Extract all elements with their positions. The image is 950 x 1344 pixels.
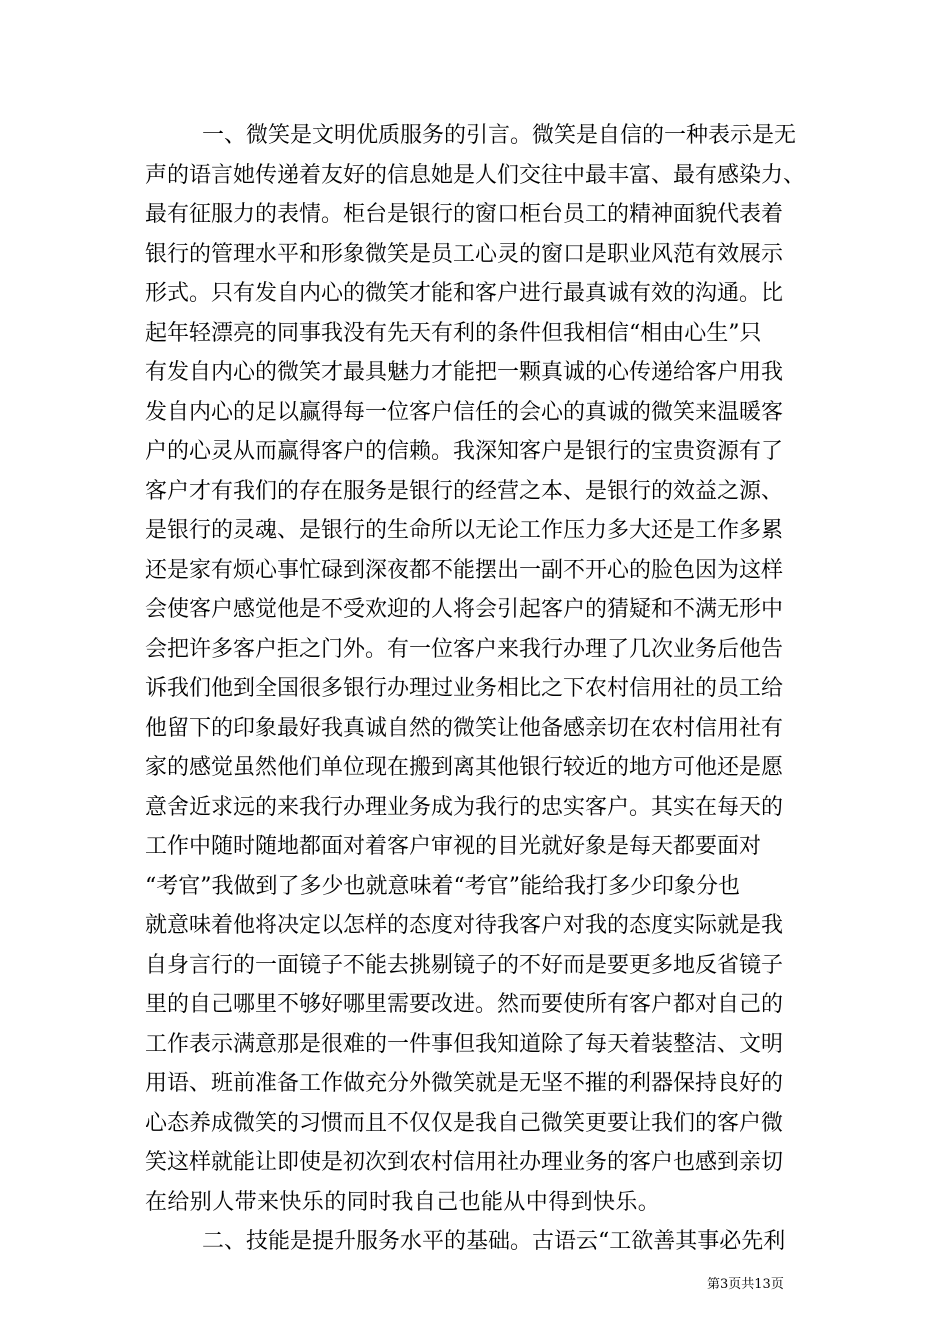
text-line: 发自内心的足以赢得每一位客户信任的会心的真诚的微笑来温暖客 bbox=[145, 399, 784, 425]
text-line: 意舍近求远的来我行办理业务成为我行的忠实客户。其实在每天的 bbox=[145, 794, 784, 820]
text-line: 户的心灵从而赢得客户的信赖。我深知客户是银行的宝贵资源有了 bbox=[145, 439, 784, 464]
text-line: 心态养成微笑的习惯而且不仅仅是我自己微笑更要让我们的客户微 bbox=[145, 1110, 784, 1136]
text-line: 最有征服力的表情。柜台是银行的窗口柜台员工的精神面貌代表着 bbox=[145, 202, 784, 227]
text-line: 会把许多客户拒之门外。有一位客户来我行办理了几次业务后他告 bbox=[145, 636, 784, 662]
text-line: “考官”我做到了多少也就意味着“考官”能给我打多少印象分也 bbox=[145, 873, 740, 899]
text-line: 客户才有我们的存在服务是银行的经营之本、是银行的效益之源、 bbox=[145, 478, 784, 504]
text-line: 工作表示满意那是很难的一件事但我知道除了每天着装整洁、文明 bbox=[145, 1031, 784, 1057]
text-line: 还是家有烦心事忙碌到深夜都不能摆出一副不开心的脸色因为这样 bbox=[145, 557, 784, 583]
text-line: 自身言行的一面镜子不能去挑剔镜子的不好而是要更多地反省镜子 bbox=[145, 952, 784, 978]
text-line: 用语、班前准备工作做充分外微笑就是无坚不摧的利器保持良好的 bbox=[145, 1071, 784, 1096]
body-text bbox=[145, 116, 815, 1262]
page-footer: 第3页共13页 bbox=[707, 1277, 784, 1292]
text-line: 他留下的印象最好我真诚自然的微笑让他备感亲切在农村信用社有 bbox=[145, 715, 784, 741]
text-line: 有发自内心的微笑才最具魅力才能把一颗真诚的心传递给客户用我 bbox=[145, 360, 784, 385]
paragraph-first-line: 一、微笑是文明优质服务的引言。微笑是自信的一种表示是无 bbox=[202, 123, 797, 148]
text-line: 会使客户感觉他是不受欢迎的人将会引起客户的猜疑和不满无形中 bbox=[145, 597, 784, 622]
text-line: 就意味着他将决定以怎样的态度对待我客户对我的态度实际就是我 bbox=[145, 913, 784, 938]
text-line: 诉我们他到全国很多银行办理过业务相比之下农村信用社的员工给 bbox=[145, 676, 784, 701]
text-line: 形式。只有发自内心的微笑才能和客户进行最真诚有效的沟通。比 bbox=[145, 281, 784, 306]
text-line: 家的感觉虽然他们单位现在搬到离其他银行较近的地方可他还是愿 bbox=[145, 755, 784, 780]
text-line: 银行的管理水平和形象微笑是员工心灵的窗口是职业风范有效展示 bbox=[145, 241, 784, 267]
text-line: 笑这样就能让即使是初次到农村信用社办理业务的客户也感到亲切 bbox=[145, 1150, 784, 1175]
text-line: 起年轻漂亮的同事我没有先天有利的条件但我相信“相由心生”只 bbox=[145, 320, 762, 346]
text-line: 在给别人带来快乐的同时我自己也能从中得到快乐。 bbox=[145, 1189, 661, 1215]
text-line: 声的语言她传递着友好的信息她是人们交往中最丰富、最有感染力、 bbox=[145, 162, 806, 188]
text-line: 是银行的灵魂、是银行的生命所以无论工作压力多大还是工作多累 bbox=[145, 518, 784, 543]
text-line: 里的自己哪里不够好哪里需要改进。然而要使所有客户都对自己的 bbox=[145, 992, 784, 1017]
paragraph-first-line: 二、技能是提升服务水平的基础。古语云“工欲善其事必先利 bbox=[202, 1229, 786, 1254]
text-line: 工作中随时随地都面对着客户审视的目光就好象是每天都要面对 bbox=[145, 834, 762, 859]
